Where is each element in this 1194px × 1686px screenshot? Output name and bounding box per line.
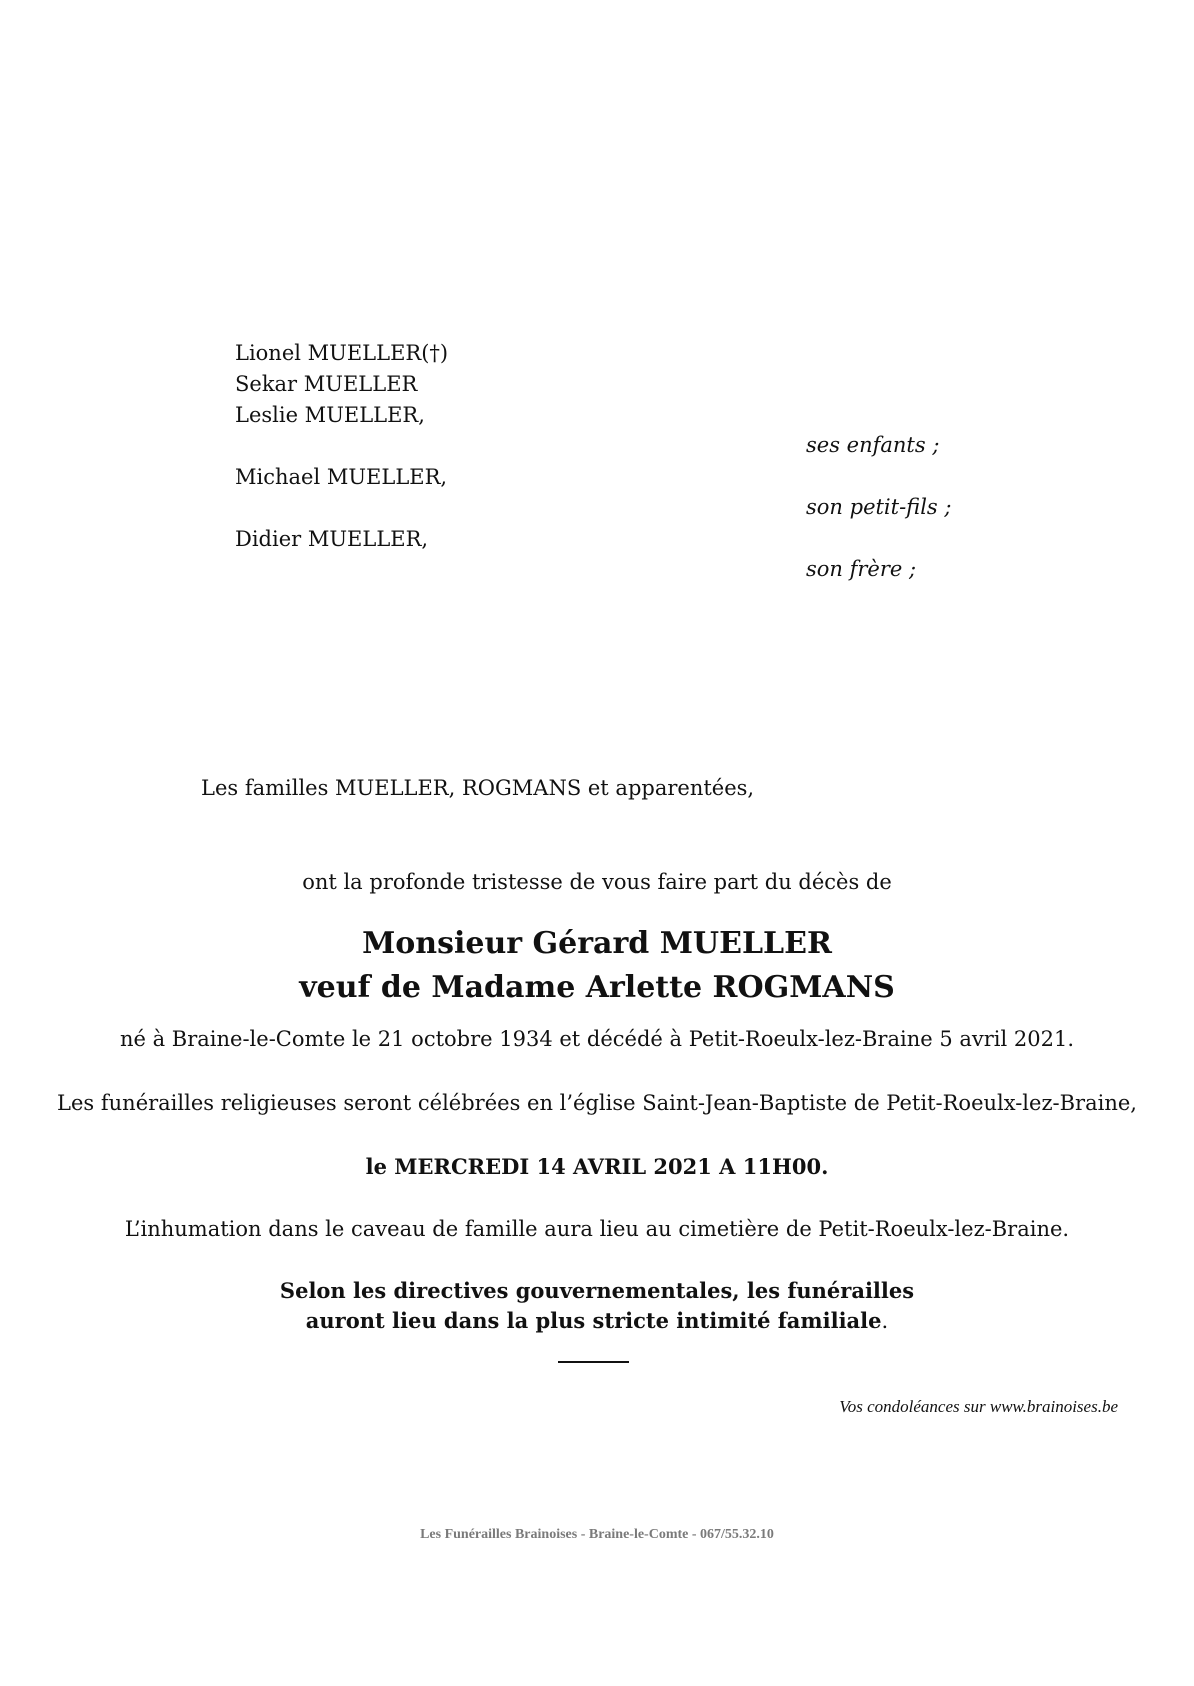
grandson-relation: son petit-fils ; [806, 495, 952, 519]
funeral-church-line: Les funérailles religieuses seront célébrées en l’église Saint-Jean-Baptiste de Petit-Roeulx-lez-Braine, [57, 1091, 1137, 1115]
announcement-line: ont la profonde tristesse de vous faire part du décès de [302, 870, 892, 894]
child-name-1: Lionel MUELLER(†) [235, 341, 449, 365]
families-line: Les familles MUELLER, ROGMANS et apparentées, [201, 776, 755, 800]
notice-line-1: Selon les directives gouvernementales, les funérailles [279, 1278, 915, 1303]
brother-name: Didier MUELLER, [235, 527, 429, 551]
burial-line: L’inhumation dans le caveau de famille aura lieu au cimetière de Petit-Roeulx-lez-Braine. [124, 1217, 1070, 1241]
notice-line-2 [0, 1308, 1194, 1333]
notice-line-2-text: auront lieu dans la plus stricte intimité familiale [305, 1308, 882, 1333]
notice-line-2-period: . [881, 1309, 889, 1333]
deceased-name: Monsieur Gérard MUELLER [362, 926, 832, 961]
child-name-3: Leslie MUELLER, [235, 403, 425, 427]
child-name-2: Sekar MUELLER [235, 372, 418, 396]
separator-rule [558, 1361, 629, 1363]
grandson-name: Michael MUELLER, [235, 465, 448, 489]
children-relation: ses enfants ; [806, 433, 940, 457]
deceased-widower: veuf de Madame Arlette ROGMANS [299, 970, 895, 1005]
birth-death-line: né à Braine-le-Comte le 21 octobre 1934 et décédé à Petit-Roeulx-lez-Braine 5 avril 2021. [119, 1027, 1075, 1051]
brother-relation: son frère ; [806, 557, 917, 581]
footer-text: Les Funérailles Brainoises - Braine-le-Comte - 067/55.32.10 [420, 1527, 774, 1542]
funeral-date-line: le MERCREDI 14 AVRIL 2021 A 11H00. [365, 1154, 829, 1179]
condolences-link-text: Vos condoléances sur www.brainoises.be [839, 1397, 1118, 1416]
